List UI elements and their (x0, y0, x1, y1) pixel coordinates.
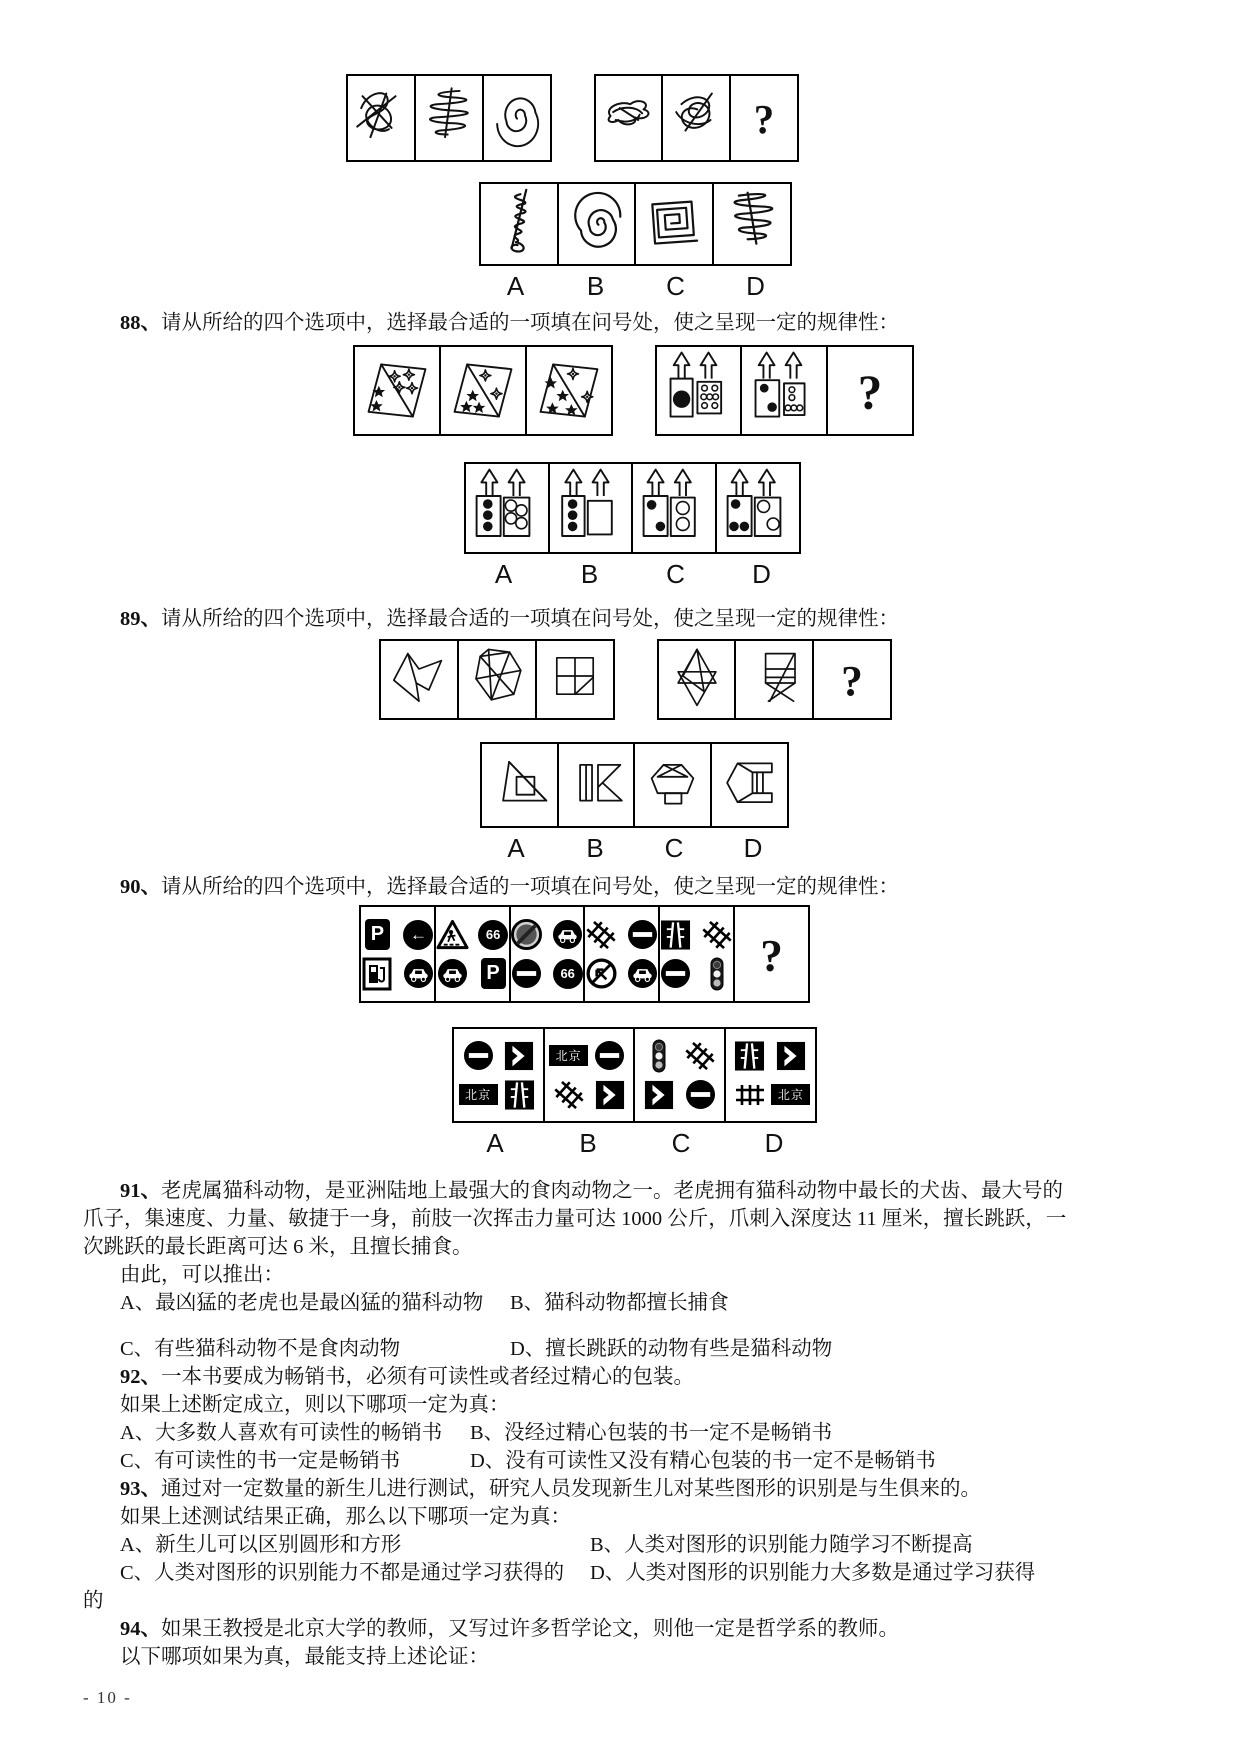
option-line (83, 1559, 1163, 1587)
figure-cell (353, 345, 441, 436)
traffic-sign-grid (643, 1039, 717, 1112)
text-questions-section (0, 1177, 1241, 1671)
option-cell-B (543, 1027, 636, 1123)
figure-cell (734, 639, 814, 720)
svg-text:?: ? (759, 930, 783, 981)
option-label: B (586, 271, 605, 301)
svg-text:?: ? (840, 657, 863, 706)
motorway-sign-icon (733, 1039, 766, 1073)
option-text: D、没有可读性又没有精心包装的书一定不是畅销书 (470, 1450, 936, 1472)
sequence-row (15, 639, 1241, 720)
option-label: B (580, 559, 599, 589)
question-q94 (83, 1615, 1163, 1671)
option-text: C、有些猫科动物不是食肉动物 (120, 1338, 401, 1360)
figure-scribble-zigzag-h (416, 76, 482, 160)
figure-spiral-square (636, 184, 712, 264)
figure-domino-opt-d (717, 464, 799, 552)
traffic-sign-grid (552, 1039, 626, 1112)
no-entry-sign-icon (510, 957, 543, 991)
figure-question-mark (814, 641, 890, 718)
figure-group (594, 74, 799, 162)
option-text: D、人类对图形的识别能力大多数是通过学习获得 (590, 1562, 1036, 1584)
figure-scribble-knot (663, 76, 729, 160)
options-block (12, 462, 1241, 590)
option-cell-A (479, 182, 559, 266)
railway-crossing-sign-icon (585, 918, 618, 952)
figure-cell (594, 74, 664, 162)
question-text: 一本书要成为畅销书，必须有可读性或者经过精心的包装。 (161, 1366, 694, 1388)
option-label: B (586, 833, 604, 863)
option-text: C、有可读性的书一定是畅销书 (120, 1450, 401, 1472)
figure-cell (379, 639, 459, 720)
chevron-sign-icon (593, 1078, 626, 1112)
question-text: 以下哪项如果为真，最能支持上述论证： (120, 1646, 489, 1668)
option-labels (15, 271, 1241, 302)
figure-question-mark (731, 76, 797, 160)
question-text: 老虎属猫科动物，是亚洲陆地上最强大的食肉动物之一。老虎拥有猫科动物中最长的犬齿、最大号的 (161, 1180, 1063, 1202)
question-number: 89、 (120, 608, 161, 630)
question-line (83, 1643, 1163, 1671)
figure-cell (661, 74, 731, 162)
no-stopping-sign-icon (510, 918, 543, 952)
sequence-row (13, 345, 1241, 436)
option-line (83, 1289, 1163, 1317)
figure-six-point-star (659, 641, 735, 718)
no-entry-sign-icon (626, 918, 659, 952)
options-row (12, 462, 1241, 554)
question-line (83, 1587, 1163, 1615)
figure-scribble-tangle (348, 76, 414, 160)
option-text: B、没经过精心包装的书一定不是畅销书 (470, 1422, 833, 1444)
option-text: C、人类对图形的识别能力不都是通过学习获得的 (120, 1562, 565, 1584)
instruction-text: 请从所给的四个选项中，选择最合适的一项填在问号处，使之呈现一定的规律性： (161, 608, 899, 630)
figure-bars-k-shape (559, 744, 634, 826)
figure-group (346, 74, 551, 162)
figure-spiral-round (484, 76, 550, 160)
question-text: 如果王教授是北京大学的教师，又写过许多哲学论文，则他一定是哲学系的教师。 (161, 1618, 899, 1640)
traffic-sign-grid (361, 918, 435, 991)
option-cell-D (710, 742, 789, 828)
sequence-row (0, 905, 1205, 1003)
figure-cell (733, 905, 810, 1003)
option-cell-B (548, 462, 634, 554)
option-label: B (579, 1128, 597, 1158)
figure-cell (657, 639, 737, 720)
option-label: A (494, 559, 513, 589)
figure-cell (535, 639, 615, 720)
option-cell-B (557, 182, 637, 266)
figure-faceted-polygon (459, 641, 535, 718)
figure-scribble-zigzag-vert (481, 184, 557, 264)
question-number: 93、 (120, 1478, 161, 1500)
option-cell-C (631, 462, 717, 554)
question-line (83, 1503, 1163, 1531)
option-text: B、人类对图形的识别能力随学习不断提高 (590, 1534, 973, 1556)
question-line (83, 1177, 1163, 1205)
option-cell-B (557, 742, 636, 828)
options-block (14, 1027, 1241, 1159)
no-entry-sign-icon (593, 1039, 626, 1073)
motorway-sign-icon (503, 1078, 536, 1112)
question-line (83, 1261, 1163, 1289)
figure-cell (525, 345, 613, 436)
puzzle-p90 (0, 874, 1241, 1159)
car-sign-icon (402, 957, 435, 991)
beijing-sign-icon: 北京 (552, 1039, 585, 1073)
figure-cell (439, 345, 527, 436)
puzzle-p87 (0, 74, 1241, 302)
chevron-sign-icon (643, 1078, 676, 1112)
figure-parallelogram-stars-2 (441, 347, 525, 434)
figure-e-shape (712, 744, 787, 826)
car-sign-icon (436, 957, 469, 991)
question-text: 由此，可以推出： (120, 1264, 284, 1286)
instruction-text: 请从所给的四个选项中，选择最合适的一项填在问号处，使之呈现一定的规律性： (161, 312, 899, 334)
question-q93 (83, 1475, 1163, 1615)
figure-domino-seq-1 (657, 347, 741, 434)
parking-sign-icon: P (477, 957, 510, 991)
options-row (14, 1027, 1241, 1123)
puzzle-instruction (0, 606, 1241, 633)
speed-66-sign-icon: 66 (477, 918, 510, 952)
options-row (15, 182, 1241, 266)
figure-parallelogram-stars-3 (527, 347, 611, 434)
figure-cell (434, 905, 511, 1003)
figure-cell (359, 905, 436, 1003)
option-cell-D (715, 462, 801, 554)
figure-cell (583, 905, 660, 1003)
question-text: 如果上述测试结果正确，那么以下哪项一定为真： (120, 1506, 571, 1528)
traffic-light-icon (700, 957, 733, 991)
question-line (83, 1233, 1163, 1261)
figure-question-mark (828, 347, 912, 434)
figure-scribble-cloud (596, 76, 662, 160)
option-label: C (666, 271, 685, 301)
chevron-sign-icon (774, 1039, 807, 1073)
traffic-light-icon (643, 1039, 676, 1073)
traffic-sign-grid (585, 918, 659, 991)
question-line (83, 1391, 1163, 1419)
fuel-station-sign-icon (361, 957, 394, 991)
option-text: A、最凶猛的老虎也是最凶猛的猫科动物 (120, 1292, 484, 1314)
parking-sign-icon: P (361, 918, 394, 952)
option-cell-C (633, 1027, 726, 1123)
instruction-text: 请从所给的四个选项中，选择最合适的一项填在问号处，使之呈现一定的规律性： (161, 876, 899, 898)
question-number: 88、 (120, 312, 161, 334)
option-line (83, 1531, 1163, 1559)
question-number: 90、 (120, 876, 161, 898)
car-sign-icon (551, 918, 584, 952)
question-text: 次跳跃的最长距离可达 6 米，且擅长捕食。 (83, 1236, 473, 1258)
traffic-sign-grid (510, 918, 584, 991)
option-labels (14, 1128, 1241, 1159)
sequence-row (0, 74, 1193, 162)
option-cell-A (452, 1027, 545, 1123)
figure-domino-opt-a (466, 464, 548, 552)
traffic-sign-grid (462, 1039, 536, 1112)
svg-text:?: ? (857, 364, 882, 420)
figure-puzzles-section (0, 74, 1241, 1159)
option-label: C (671, 1128, 691, 1158)
option-label: D (752, 559, 771, 589)
question-q91 (83, 1177, 1163, 1363)
figure-cell (346, 74, 416, 162)
question-text: 如果上述断定成立，则以下哪项一定为真： (120, 1394, 510, 1416)
puzzle-instruction (0, 874, 1241, 901)
figure-group (359, 905, 809, 1003)
puzzle-p89 (0, 606, 1241, 864)
question-line (83, 1475, 1163, 1503)
figure-hexagon-bowtie (635, 744, 710, 826)
option-label: A (506, 271, 525, 301)
traffic-sign-grid (436, 918, 510, 991)
beijing-sign-icon: 北京 (774, 1078, 807, 1112)
option-text: A、新生儿可以区别圆形和方形 (120, 1534, 402, 1556)
car-sign-icon (626, 957, 659, 991)
question-line (83, 1363, 1163, 1391)
figure-cell (826, 345, 914, 436)
option-label: C (666, 559, 685, 589)
figure-group (657, 639, 892, 720)
option-label: A (507, 833, 525, 863)
figure-triangle-square (482, 744, 557, 826)
question-number: 94、 (120, 1618, 161, 1640)
figure-cell (655, 345, 743, 436)
option-label: D (743, 833, 763, 863)
option-line (83, 1419, 1163, 1447)
pedestrian-warning-sign-icon (436, 918, 469, 952)
option-labels (12, 559, 1241, 590)
chevron-sign-icon (503, 1039, 536, 1073)
page-number: - 10 - (83, 1688, 132, 1707)
figure-domino-opt-b (550, 464, 632, 552)
figure-cell (414, 74, 484, 162)
puzzle-instruction (0, 310, 1241, 337)
bridge-sign-icon (733, 1078, 766, 1112)
question-line (83, 1205, 1163, 1233)
traffic-sign-grid (659, 918, 733, 991)
option-cell-A (480, 742, 559, 828)
figure-domino-opt-c (633, 464, 715, 552)
option-label: C (664, 833, 684, 863)
option-cell-C (633, 742, 712, 828)
no-turn-sign-icon (585, 957, 618, 991)
no-entry-sign-icon (684, 1078, 717, 1112)
question-q92 (83, 1363, 1163, 1475)
figure-parallelogram-stars-1 (355, 347, 439, 434)
option-label: A (486, 1128, 504, 1158)
figure-cell (658, 905, 735, 1003)
left-arrow-sign-icon: ← (402, 918, 435, 952)
figure-group (353, 345, 612, 436)
question-text: 的 (83, 1590, 104, 1612)
option-cell-D (724, 1027, 817, 1123)
option-label: D (764, 1128, 784, 1158)
option-line (83, 1447, 1163, 1475)
railway-crossing-sign-icon (700, 918, 733, 952)
svg-text:?: ? (753, 97, 774, 143)
option-cell-A (464, 462, 550, 554)
railway-crossing-sign-icon (552, 1078, 585, 1112)
figure-cell (457, 639, 537, 720)
figure-crossed-rectangle (736, 641, 812, 718)
figure-group (379, 639, 614, 720)
figure-cell (509, 905, 586, 1003)
option-label: D (746, 271, 765, 301)
puzzle-p88 (0, 310, 1241, 590)
beijing-sign-icon: 北京 (462, 1078, 495, 1112)
option-text: D、擅长跳跃的动物有些是猫科动物 (510, 1338, 833, 1360)
figure-scribble-zigzag-horiz (714, 184, 790, 264)
option-text: B、猫科动物都擅长捕食 (510, 1292, 729, 1314)
option-line (83, 1335, 1163, 1363)
no-entry-sign-icon (462, 1039, 495, 1073)
figure-group (655, 345, 914, 436)
option-text: A、大多数人喜欢有可读性的畅销书 (120, 1422, 443, 1444)
speed-66-sign-icon: 66 (551, 957, 584, 991)
traffic-sign-grid (733, 1039, 807, 1112)
question-number: 92、 (120, 1366, 161, 1388)
figure-cell (740, 345, 828, 436)
figure-domino-seq-2 (742, 347, 826, 434)
option-cell-D (712, 182, 792, 266)
figure-grid-square (537, 641, 613, 718)
option-cell-C (634, 182, 714, 266)
question-text: 爪子，集速度、力量、敏捷于一身，前肢一次挥击力量可达 1000 公斤，爪刺入深度达 11 厘米，擅长跳跃，一 (83, 1208, 1067, 1230)
option-labels (14, 833, 1241, 864)
options-block (15, 182, 1241, 302)
figure-spiral-round-multi (559, 184, 635, 264)
options-block (14, 742, 1241, 864)
question-text: 通过对一定数量的新生儿进行测试，研究人员发现新生儿对某些图形的识别是与生俱来的。 (161, 1478, 981, 1500)
question-number: 91、 (120, 1180, 161, 1202)
railway-crossing-sign-icon (684, 1039, 717, 1073)
figure-cell (812, 639, 892, 720)
figure-cell (482, 74, 552, 162)
figure-arrow-polygon (381, 641, 457, 718)
options-row (14, 742, 1241, 828)
no-entry-sign-icon (659, 957, 692, 991)
motorway-sign-icon (659, 918, 692, 952)
figure-question-mark (735, 907, 808, 1001)
figure-cell (729, 74, 799, 162)
question-line (83, 1615, 1163, 1643)
